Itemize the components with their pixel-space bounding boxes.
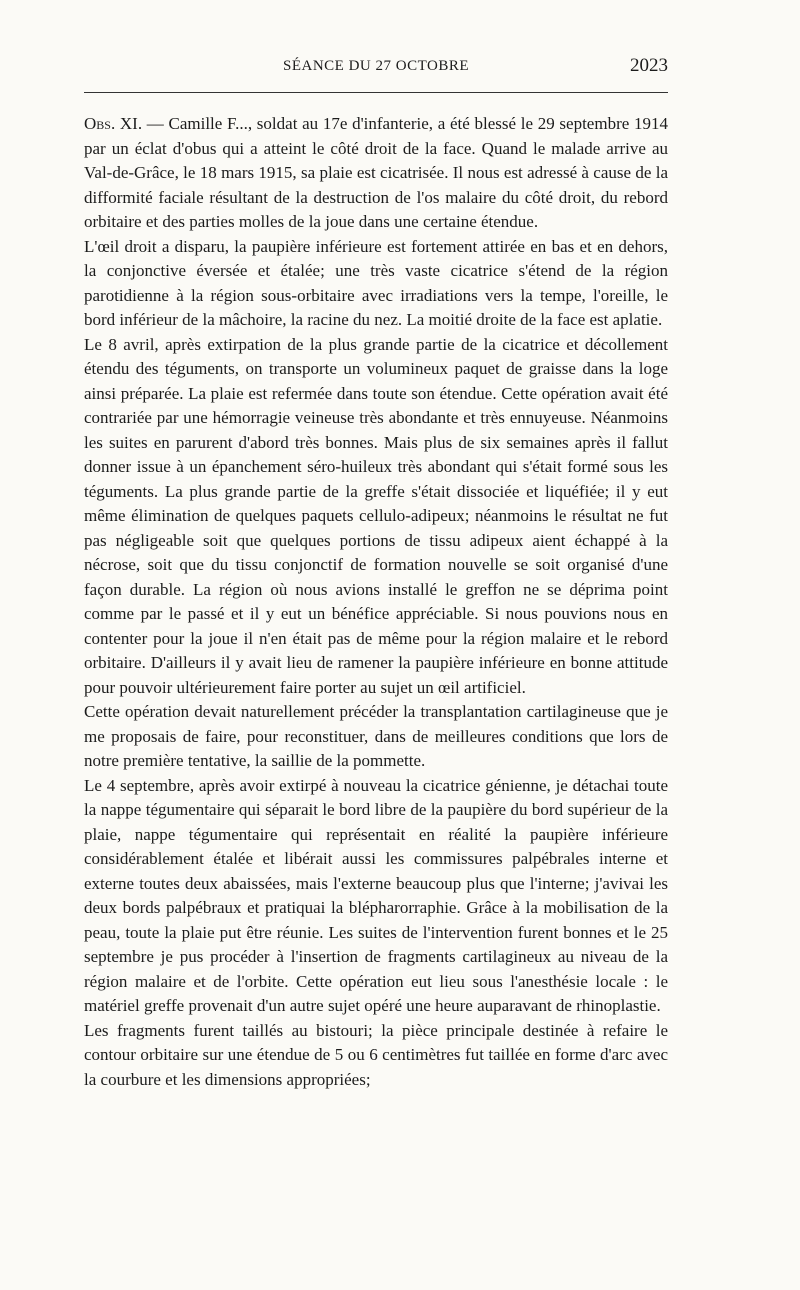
paragraph-text: — Camille F..., soldat au 17e d'infanterie, a été blessé le 29 septembre 1914 par un éclat d'obus qui a atteint le côté droit de la face. Quand le malade arrive au Val-de-Grâce, le 18 mars 1915, sa plaie est cicatrisée. Il nous est adressé à cause de la difformité faciale résultant de la destruction de l'os malaire du côté droit, du rebord orbitaire et des parties molles de la joue dans une certaine étendue. (84, 114, 668, 231)
running-head: SÉANCE DU 27 OCTOBRE (283, 58, 469, 74)
paragraph: Cette opération devait naturellement précéder la transplantation cartilagineuse que je me proposais de faire, pour reconstituer, dans de meilleures conditions que lors de notre première tentative, la saillie de la pommette. (84, 702, 668, 770)
observation-label: Obs. XI. (84, 114, 143, 133)
paragraph: L'œil droit a disparu, la paupière inférieure est fortement attirée en bas et en dehors, la conjonctive éversée et étalée; une très vaste cicatrice s'étend de la région parotidienne à la région sous-orbitaire avec irradiations vers la tempe, l'oreille, le bord inférieur de la mâchoire, la racine du nez. La moitié droite de la face est aplatie. (84, 236, 668, 329)
page-header (84, 55, 668, 82)
body-text (84, 112, 668, 1092)
paragraph: Le 4 septembre, après avoir extirpé à nouveau la cicatrice génienne, je détachai toute la nappe tégumentaire qui séparait le bord libre de la paupière du bord supérieur de la plaie, nappe tégumentaire qui représentait en réalité la paupière inférieure considérablement étalée et libérait aussi les commissures palpébrales interne et externe toutes deux abaissées, mais l'externe beaucoup plus que l'interne; j'avivai les deux bords palpébraux et pratiquai la blépharorraphie. Grâce à la mobilisation de la peau, toute la plaie put être réunie. Les suites de l'intervention furent bonnes et le 25 septembre je pus procéder à l'insertion de fragments cartilagineux au niveau de la région malaire et de l'orbite. Cette opération eut lieu sous l'anesthésie locale : le matériel greffe provenait d'un autre sujet opéré une heure auparavant de rhinoplastie. (84, 775, 668, 1015)
page-number: 2023 (630, 55, 668, 76)
header-rule (84, 92, 668, 93)
paragraph (84, 112, 668, 235)
paragraph: Le 8 avril, après extirpation de la plus grande partie de la cicatrice et décollement étendu des téguments, on transporte un volumineux paquet de graisse dans la loge ainsi préparée. La plaie est refermée dans toute son étendue. Cette opération avait été contrariée par une hémorragie veineuse très abondante et très ennuyeuse. Néanmoins les suites en parurent d'abord très bonnes. Mais plus de six semaines après il fallut donner issue à un épanchement séro-huileux très abondant qui s'était formé sous les téguments. La plus grande partie de la greffe s'était dissociée et liquéfiée; il y eut même élimination de quelques paquets cellulo-adipeux; néanmoins le résultat ne fut pas négligeable soit que quelques portions de tissu adipeux aient échappé à la nécrose, soit que du tissu conjonctif de formation nouvelle se soit organisé d'une façon durable. La région où nous avions installé le greffon ne se déprima point comme par le passé et il y eut un bénéfice appréciable. Si nous pouvions nous en contenter pour la joue il n'en était pas de même pour la région malaire et le rebord orbitaire. D'ailleurs il y avait lieu de ramener la paupière inférieure en bonne attitude pour pouvoir ultérieurement faire porter au sujet un œil artificiel. (84, 334, 668, 697)
paragraph: Les fragments furent taillés au bistouri; la pièce principale destinée à refaire le contour orbitaire sur une étendue de 5 ou 6 centimètres fut taillée en forme d'arc avec la courbure et les dimensions appropriées; (84, 1020, 668, 1089)
